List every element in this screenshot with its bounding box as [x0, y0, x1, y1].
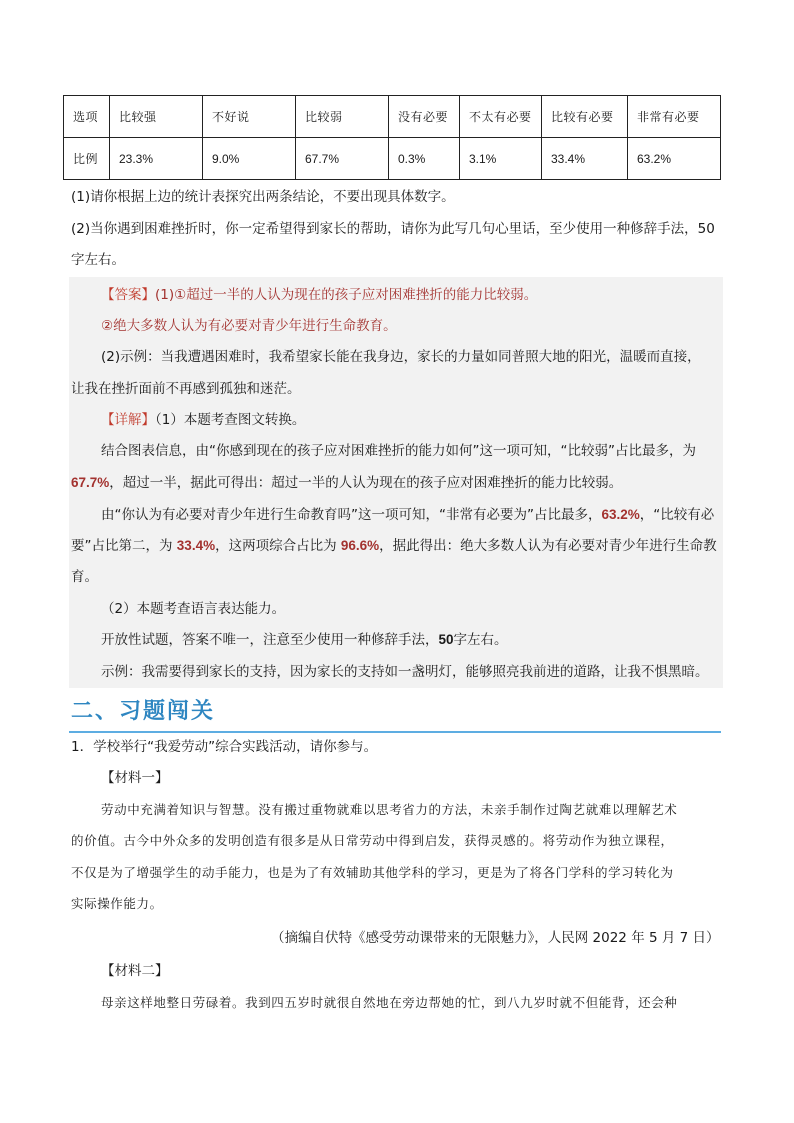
question-2-line-2: 字左右。 — [71, 252, 125, 268]
detail-3-text: ，这两项综合占比为 — [215, 538, 341, 554]
detail-line-1 — [101, 410, 305, 430]
detail-3-text: ，“比较有必 — [639, 507, 715, 523]
detail-2-text: ，超过一半，据此可得出：超过一半的人认为现在的孩子应对困难挫折的能力比较弱。 — [109, 475, 623, 491]
detail-6: 示例：我需要得到家长的支持，因为家长的支持如一盏明灯，能够照亮我前进的道路，让我不惧黑暗。 — [101, 664, 709, 680]
table-row-label: 比例 — [64, 138, 110, 180]
table-header-cell: 比较弱 — [296, 96, 389, 138]
section-divider — [69, 731, 721, 733]
table-cell: 0.3% — [389, 138, 460, 180]
percent-value: 67.7% — [71, 475, 110, 490]
detail-1: （1）本题考查图文转换。 — [155, 412, 306, 428]
exercise-question-1: 1．学校举行“我爱劳动”综合实践活动，请你参与。 — [71, 739, 378, 755]
word-count: 50 — [438, 632, 454, 647]
answer-tag: 【答案】 — [101, 287, 155, 303]
table-header-cell: 选项 — [64, 96, 110, 138]
detail-2-line-2 — [71, 473, 622, 493]
detail-3-line-2 — [71, 536, 717, 556]
answer-3-line-1: (2)示例：当我遭遇困难时，我希望家长能在我身边，家长的力量如同普照大地的阳光，温暖而直接， — [101, 349, 701, 365]
material-1-source: （摘编自伏特《感受劳动课带来的无限魅力》，人民网 2022 年 5 月 7 日） — [271, 930, 720, 946]
table-cell: 67.7% — [296, 138, 389, 180]
table-header-row — [64, 96, 721, 138]
material-2-title: 【材料二】 — [101, 963, 169, 979]
question-2-line-1: (2)当你遇到困难挫折时，你一定希望得到家长的帮助，请你为此写几句心里话，至少使用一种修辞手法，50 — [71, 221, 715, 237]
table-cell: 33.4% — [542, 138, 628, 180]
section-title: 二、习题闯关 — [71, 699, 216, 724]
percent-value: 33.4% — [176, 538, 216, 553]
material-1-line-3: 不仅是为了增强学生的动手能力，也是为了有效辅助其他学科的学习，更是为了将各门学科的学习转化为 — [71, 865, 674, 880]
table-header-cell: 不太有必要 — [460, 96, 542, 138]
table-cell: 3.1% — [460, 138, 542, 180]
table-header-cell: 没有必要 — [389, 96, 460, 138]
table-header-cell: 不好说 — [203, 96, 296, 138]
answer-line-1 — [101, 285, 537, 305]
material-1-title: 【材料一】 — [101, 770, 169, 786]
answer-2: ②绝大多数人认为有必要对青少年进行生命教育。 — [101, 318, 397, 334]
detail-4: （2）本题考查语言表达能力。 — [101, 601, 286, 617]
detail-2-line-1: 结合图表信息，由“你感到现在的孩子应对困难挫折的能力如何”这一项可知，“比较弱”占比最多，为 — [101, 443, 696, 459]
material-2-line-1: 母亲这样地整日劳碌着。我到四五岁时就很自然地在旁边帮她的忙，到八九岁时就不但能背，还会种 — [101, 995, 678, 1010]
detail-5-text: 字左右。 — [453, 632, 508, 648]
answer-1: (1)①超过一半的人认为现在的孩子应对困难挫折的能力比较弱。 — [155, 287, 538, 303]
material-1-line-2: 的价值。古今中外众多的发明创造有很多是从日常劳动中得到启发，获得灵感的。将劳动作为独立课程， — [71, 833, 674, 848]
table-header-cell: 比较有必要 — [542, 96, 628, 138]
detail-3-line-1 — [101, 505, 714, 525]
detail-3-text: 要”占比第二，为 — [71, 538, 177, 554]
question-1: (1)请你根据上边的统计表探究出两条结论，不要出现具体数字。 — [71, 189, 455, 205]
percent-value: 63.2% — [601, 507, 640, 522]
table-header-cell: 非常有必要 — [628, 96, 721, 138]
table-row — [64, 138, 721, 180]
table-cell: 9.0% — [203, 138, 296, 180]
detail-3-line-3: 育。 — [71, 569, 98, 585]
detail-5 — [101, 630, 508, 650]
detail-3-text: 由“你认为有必要对青少年进行生命教育吗”这一项可知，“非常有必要为”占比最多， — [101, 507, 602, 523]
survey-table — [63, 95, 721, 180]
detail-tag: 【详解】 — [101, 412, 155, 428]
table-header-cell: 比较强 — [110, 96, 203, 138]
answer-3-line-2: 让我在挫折面前不再感到孤独和迷茫。 — [71, 381, 301, 397]
table-cell: 23.3% — [110, 138, 203, 180]
detail-3-text: ，据此得出：绝大多数人认为有必要对青少年进行生命教 — [379, 538, 717, 554]
material-1-line-4: 实际操作能力。 — [71, 896, 163, 911]
percent-value: 96.6% — [340, 538, 380, 553]
material-1-line-1: 劳动中充满着知识与智慧。没有搬过重物就难以思考省力的方法，未亲手制作过陶艺就难以理解艺术 — [101, 802, 678, 817]
detail-5-text: 开放性试题，答案不唯一，注意至少使用一种修辞手法， — [101, 632, 439, 648]
table-cell: 63.2% — [628, 138, 721, 180]
